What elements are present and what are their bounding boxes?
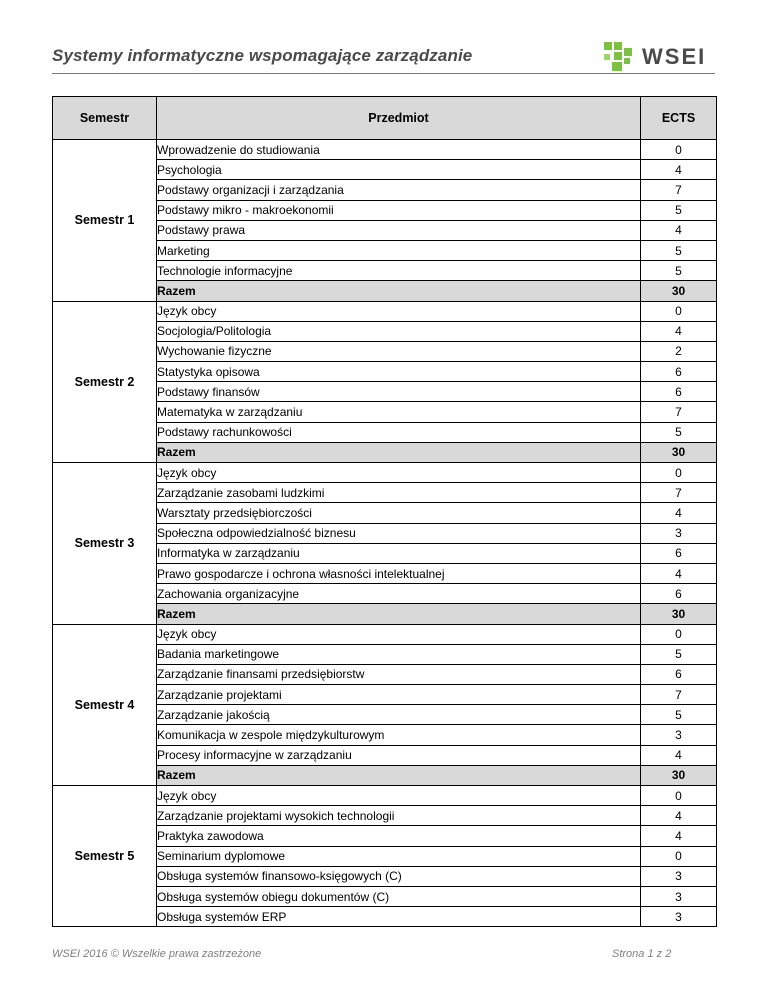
semester-label: Semestr 3 <box>53 463 157 625</box>
head-profile-icon <box>602 38 638 74</box>
subject-name: Język obcy <box>157 786 641 806</box>
subject-name: Marketing <box>157 240 641 260</box>
ects-value: 2 <box>641 341 717 361</box>
subject-name: Warsztaty przedsiębiorczości <box>157 503 641 523</box>
subject-name: Podstawy prawa <box>157 220 641 240</box>
table-row <box>53 786 717 806</box>
footer-copyright: WSEI 2016 © Wszelkie prawa zastrzeżone <box>52 948 262 960</box>
ects-value: 7 <box>641 483 717 503</box>
ects-value: 4 <box>641 563 717 583</box>
ects-value: 7 <box>641 180 717 200</box>
ects-value: 3 <box>641 866 717 886</box>
total-label: Razem <box>157 442 641 462</box>
subject-name: Zarządzanie finansami przedsiębiorstw <box>157 664 641 684</box>
total-label: Razem <box>157 281 641 301</box>
subject-name: Badania marketingowe <box>157 644 641 664</box>
ects-value: 5 <box>641 422 717 442</box>
subject-name: Język obcy <box>157 624 641 644</box>
total-ects: 30 <box>641 604 717 624</box>
wsei-logo <box>602 38 717 74</box>
ects-value: 6 <box>641 543 717 563</box>
semester-label: Semestr 2 <box>53 301 157 463</box>
subject-name: Podstawy mikro - makroekonomii <box>157 200 641 220</box>
subject-name: Zarządzanie projektami <box>157 685 641 705</box>
ects-value: 6 <box>641 382 717 402</box>
ects-value: 6 <box>641 664 717 684</box>
subject-name: Język obcy <box>157 301 641 321</box>
ects-value: 0 <box>641 624 717 644</box>
ects-value: 4 <box>641 745 717 765</box>
ects-value: 0 <box>641 846 717 866</box>
logo-text: WSEI <box>642 44 707 69</box>
subject-name: Wychowanie fizyczne <box>157 341 641 361</box>
subject-name: Prawo gospodarcze i ochrona własności intelektualnej <box>157 563 641 583</box>
subject-name: Wprowadzenie do studiowania <box>157 140 641 160</box>
table-body <box>53 140 717 927</box>
ects-value: 0 <box>641 301 717 321</box>
table-header-row <box>53 97 717 140</box>
subject-name: Zarządzanie jakością <box>157 705 641 725</box>
page-title: Systemy informatyczne wspomagające zarządzanie <box>52 46 473 65</box>
subject-name: Matematyka w zarządzaniu <box>157 402 641 422</box>
ects-value: 5 <box>641 200 717 220</box>
total-ects: 30 <box>641 442 717 462</box>
ects-value: 5 <box>641 705 717 725</box>
table-row <box>53 463 717 483</box>
table-row <box>53 301 717 321</box>
table-row <box>53 140 717 160</box>
ects-value: 4 <box>641 321 717 341</box>
ects-value: 3 <box>641 886 717 906</box>
table-row <box>53 624 717 644</box>
ects-value: 7 <box>641 685 717 705</box>
subject-name: Statystyka opisowa <box>157 362 641 382</box>
ects-value: 4 <box>641 220 717 240</box>
subject-name: Społeczna odpowiedzialność biznesu <box>157 523 641 543</box>
subject-name: Procesy informacyjne w zarządzaniu <box>157 745 641 765</box>
ects-value: 4 <box>641 806 717 826</box>
total-label: Razem <box>157 765 641 785</box>
semester-label: Semestr 1 <box>53 140 157 302</box>
ects-value: 0 <box>641 140 717 160</box>
ects-value: 6 <box>641 362 717 382</box>
subject-name: Psychologia <box>157 160 641 180</box>
subject-name: Informatyka w zarządzaniu <box>157 543 641 563</box>
ects-value: 4 <box>641 503 717 523</box>
footer-page-number: Strona 1 z 2 <box>612 948 672 960</box>
ects-value: 0 <box>641 463 717 483</box>
subject-name: Obsługa systemów obiegu dokumentów (C) <box>157 886 641 906</box>
curriculum-table <box>52 96 717 927</box>
header-semester: Semestr <box>53 97 157 140</box>
ects-value: 5 <box>641 644 717 664</box>
subject-name: Podstawy organizacji i zarządzania <box>157 180 641 200</box>
ects-value: 4 <box>641 160 717 180</box>
subject-name: Podstawy rachunkowości <box>157 422 641 442</box>
subject-name: Obsługa systemów ERP <box>157 907 641 927</box>
ects-value: 4 <box>641 826 717 846</box>
total-ects: 30 <box>641 281 717 301</box>
subject-name: Zachowania organizacyjne <box>157 584 641 604</box>
subject-name: Seminarium dyplomowe <box>157 846 641 866</box>
ects-value: 3 <box>641 907 717 927</box>
ects-value: 5 <box>641 240 717 260</box>
ects-value: 6 <box>641 584 717 604</box>
ects-value: 7 <box>641 402 717 422</box>
ects-value: 3 <box>641 725 717 745</box>
header-subject: Przedmiot <box>157 97 641 140</box>
subject-name: Język obcy <box>157 463 641 483</box>
ects-value: 3 <box>641 523 717 543</box>
semester-label: Semestr 4 <box>53 624 157 786</box>
subject-name: Komunikacja w zespole międzykulturowym <box>157 725 641 745</box>
ects-value: 5 <box>641 261 717 281</box>
subject-name: Podstawy finansów <box>157 382 641 402</box>
header-ects: ECTS <box>641 97 717 140</box>
semester-label: Semestr 5 <box>53 786 157 927</box>
subject-name: Zarządzanie zasobami ludzkimi <box>157 483 641 503</box>
subject-name: Technologie informacyjne <box>157 261 641 281</box>
subject-name: Obsługa systemów finansowo-księgowych (C) <box>157 866 641 886</box>
subject-name: Zarządzanie projektami wysokich technologii <box>157 806 641 826</box>
subject-name: Socjologia/Politologia <box>157 321 641 341</box>
total-label: Razem <box>157 604 641 624</box>
total-ects: 30 <box>641 765 717 785</box>
ects-value: 0 <box>641 786 717 806</box>
subject-name: Praktyka zawodowa <box>157 826 641 846</box>
